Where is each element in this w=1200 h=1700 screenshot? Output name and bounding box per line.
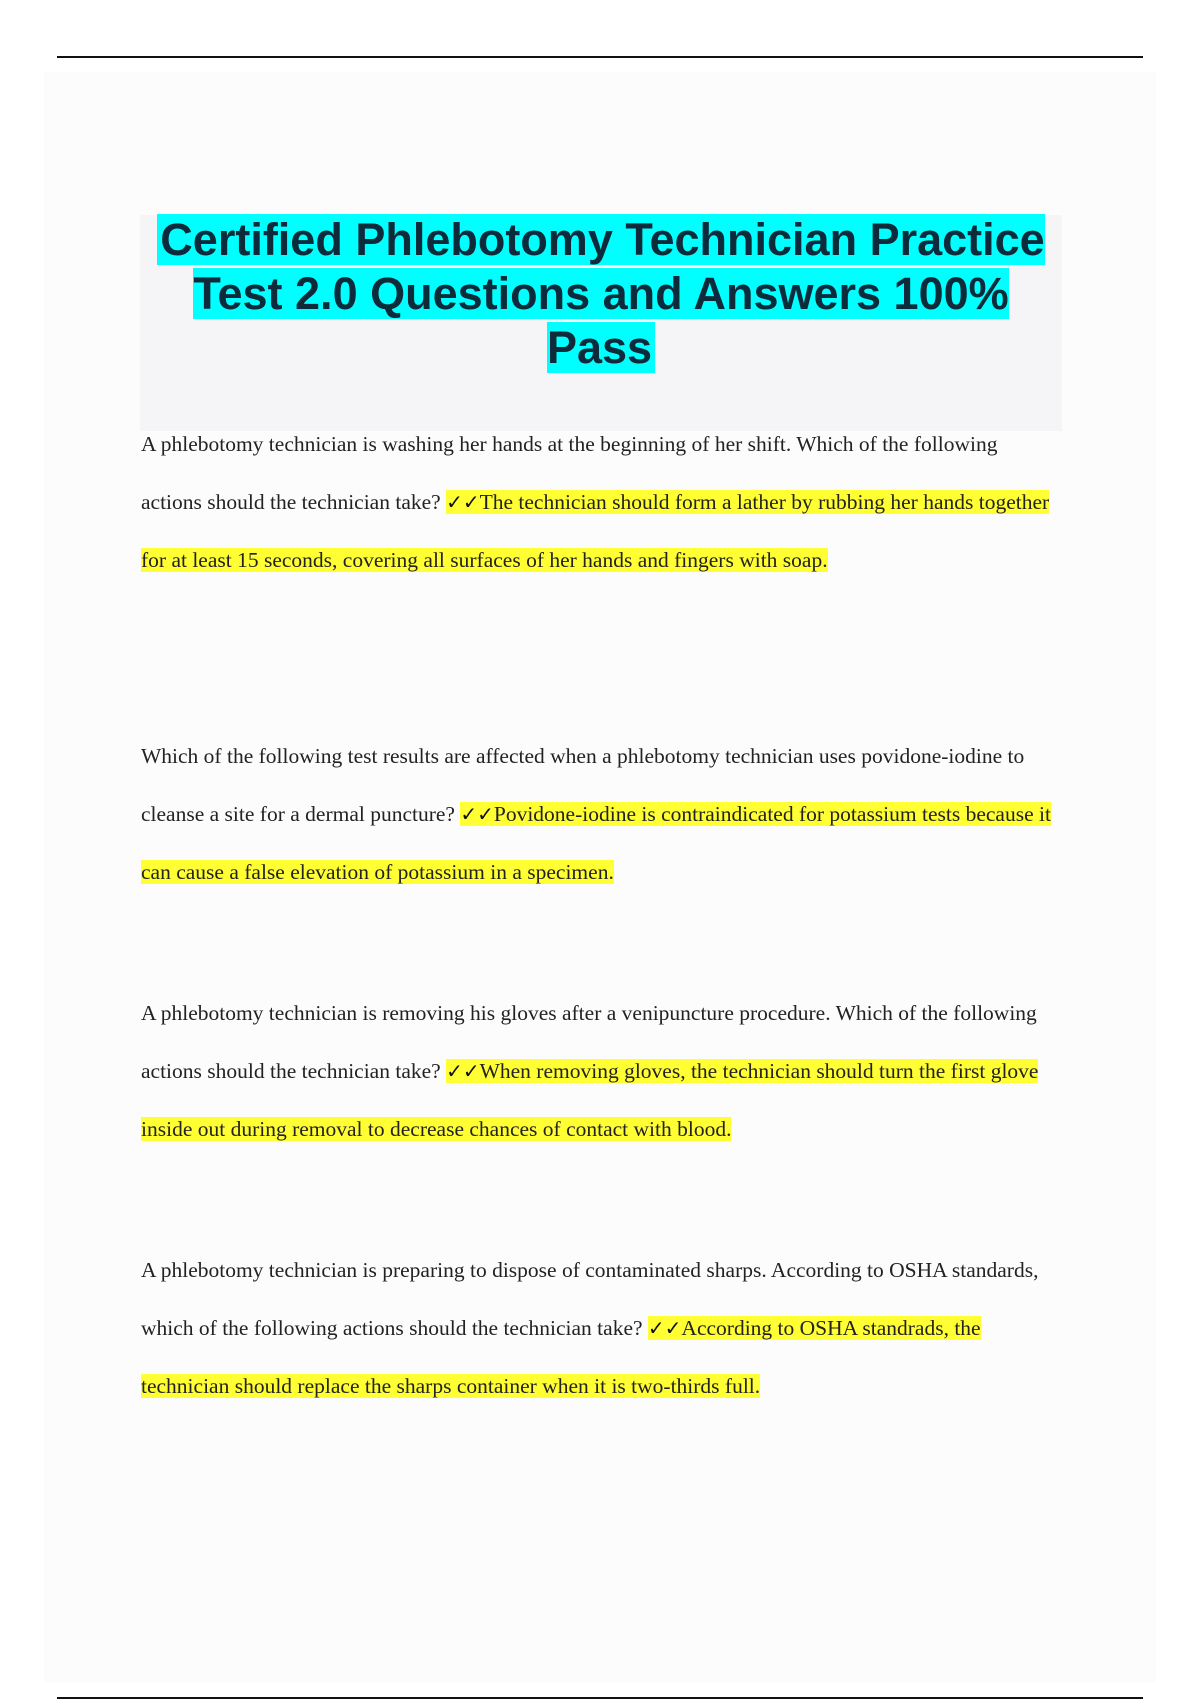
qa-item-3 <box>141 984 1059 1158</box>
top-rule <box>57 56 1143 58</box>
answer-text: Povidone-iodine is contraindicated for potassium tests because it can cause a false elevation of potassium in a specimen. <box>141 802 1051 884</box>
page-title <box>140 213 1062 375</box>
page-title-text: Certified Phlebotomy Technician Practice Test 2.0 Questions and Answers 100% Pass <box>157 214 1044 373</box>
answer-text: The technician should form a lather by rubbing her hands together for at least 15 seconds, covering all surfaces of her hands and fingers with soap. <box>141 490 1050 572</box>
double-check-icon: ✓✓ <box>647 1316 682 1340</box>
qa-item-1 <box>141 415 1059 589</box>
double-check-icon: ✓✓ <box>446 1059 480 1083</box>
bottom-rule <box>57 1697 1143 1699</box>
double-check-icon: ✓✓ <box>446 490 480 514</box>
qa-item-2 <box>141 727 1059 901</box>
double-check-icon: ✓✓ <box>460 802 494 826</box>
answer-text: According to OSHA standrads, the technician should replace the sharps container when it is two-thirds full. <box>141 1316 981 1398</box>
question-text: A phlebotomy technician is washing her hands at the beginning of her shift. Which of the following actions should the technician take? <box>141 432 998 514</box>
answer-text: When removing gloves, the technician should turn the first glove inside out during removal to decrease chances of contact with blood. <box>141 1059 1039 1141</box>
question-text: A phlebotomy technician is removing his gloves after a venipuncture procedure. Which of the following actions should the technician take? <box>141 1001 1037 1083</box>
question-text: A phlebotomy technician is preparing to dispose of contaminated sharps. According to OSHA standards, which of the following actions should the technician take? <box>141 1258 1039 1340</box>
qa-item-4 <box>141 1241 1059 1415</box>
question-text: Which of the following test results are affected when a phlebotomy technician uses povidone-iodine to cleanse a site for a dermal puncture? <box>141 744 1025 826</box>
